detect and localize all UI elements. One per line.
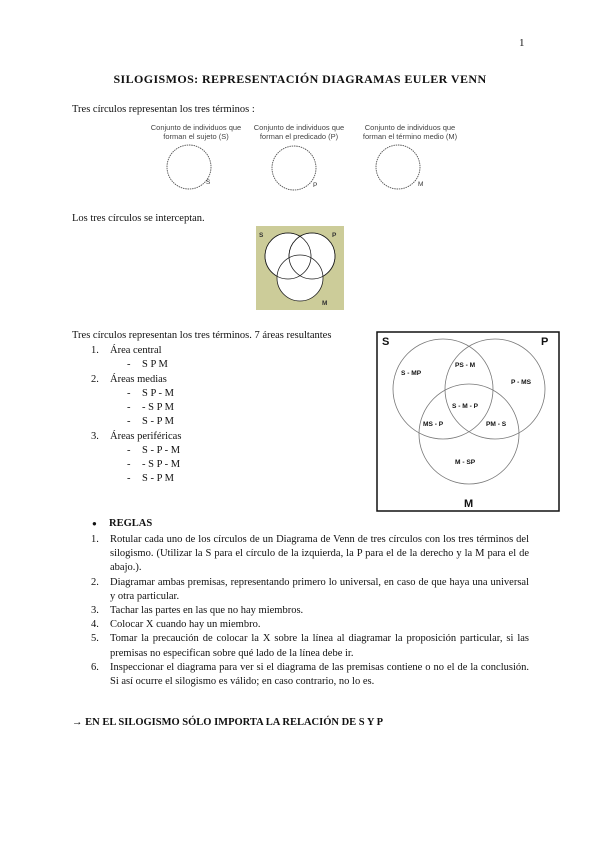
area-dash: - bbox=[127, 388, 131, 399]
rule-item bbox=[91, 632, 529, 660]
area-label: Área central bbox=[110, 345, 162, 356]
big-venn-label-p: P bbox=[541, 336, 549, 348]
area-label: Áreas periféricas bbox=[110, 431, 182, 442]
rule-text: Inspeccionar el diagrama para ver si el diagrama de las premisas contiene o no el de la conclusión. Si así ocurre el silogismo es válido; en caso contrario, no lo es. bbox=[110, 661, 529, 688]
small-venn-circle-m bbox=[277, 255, 323, 301]
circle-caption-p: Conjunto de individuos que forman el predicado (P) bbox=[253, 123, 345, 141]
region-m-only: M - SP bbox=[455, 459, 476, 466]
big-venn-diagram bbox=[376, 331, 560, 512]
rule-item bbox=[91, 576, 529, 604]
region-p-only: P - MS bbox=[511, 379, 532, 386]
rule-text: Tachar las partes en las que no hay miembros. bbox=[110, 605, 304, 617]
closing-statement: → EN EL SILOGISMO SÓLO IMPORTA LA RELACIÓN DE S Y P bbox=[72, 717, 384, 728]
circle-s bbox=[167, 145, 211, 189]
rule-item bbox=[91, 618, 529, 632]
area-dash: - bbox=[127, 359, 131, 370]
area-item: S - P M bbox=[142, 473, 174, 484]
rules-list bbox=[91, 533, 529, 689]
area-item: - S P M bbox=[142, 402, 174, 413]
big-venn-label-s: S bbox=[382, 336, 390, 348]
small-venn-label-p: P bbox=[332, 232, 337, 239]
page-number: 1 bbox=[519, 37, 525, 49]
region-ps: PS - M bbox=[455, 362, 476, 369]
area-item: S - P M bbox=[142, 416, 174, 427]
rule-num: 5. bbox=[91, 633, 99, 645]
area-item: S P M bbox=[142, 359, 168, 370]
rule-text: Colocar X cuando hay un miembro. bbox=[110, 619, 261, 631]
rules-bullet-icon: ● bbox=[92, 519, 97, 528]
rule-num: 6. bbox=[91, 661, 99, 673]
rule-item bbox=[91, 533, 529, 576]
region-s-only: S - MP bbox=[401, 370, 422, 377]
circle-p bbox=[272, 146, 316, 190]
area-item: S - P - M bbox=[142, 445, 181, 456]
intersect-text: Los tres círculos se interceptan. bbox=[72, 213, 205, 224]
rule-num: 1. bbox=[91, 534, 99, 545]
rule-text: Diagramar ambas premisas, representando primero lo universal, en caso de que haya una universal y otra particular. bbox=[110, 576, 529, 602]
area-label: Áreas medias bbox=[110, 374, 167, 385]
area-num: 3. bbox=[91, 431, 99, 442]
rule-text: Rotular cada uno de los círculos de un Diagrama de Venn de tres círculos con los tres términos del silogismo. (Utilizar la S para el círculo de la izquierda, la P para el de la derecho y la M para el de abajo.). bbox=[110, 534, 529, 574]
circle-letter-p: P bbox=[313, 182, 318, 189]
small-venn-label-s: S bbox=[259, 232, 264, 239]
page-title: SILOGISMOS: REPRESENTACIÓN DIAGRAMAS EULER VENN bbox=[113, 72, 487, 86]
area-dash: - bbox=[127, 459, 131, 470]
area-dash: - bbox=[127, 445, 131, 456]
rule-num: 3. bbox=[91, 605, 99, 617]
circle-letter-s: S bbox=[206, 179, 211, 186]
region-pm: PM - S bbox=[486, 421, 507, 428]
area-num: 1. bbox=[91, 345, 99, 356]
intro-text: Tres círculos representan los tres términos : bbox=[72, 104, 255, 115]
rule-num: 2. bbox=[91, 576, 99, 588]
rules-heading: REGLAS bbox=[109, 518, 153, 529]
area-dash: - bbox=[127, 402, 131, 413]
small-venn-diagram bbox=[256, 226, 344, 310]
rule-item bbox=[91, 604, 529, 618]
circle-letter-m: M bbox=[418, 181, 424, 188]
region-ms: MS - P bbox=[423, 421, 444, 428]
region-center: S - M - P bbox=[452, 403, 479, 410]
small-venn-label-m: M bbox=[322, 300, 328, 307]
area-item: - S P - M bbox=[142, 459, 181, 470]
circle-caption-m: Conjunto de individuos que forman el término medio (M) bbox=[362, 123, 458, 141]
area-num: 2. bbox=[91, 374, 99, 385]
area-dash: - bbox=[127, 473, 131, 484]
rule-num: 4. bbox=[91, 619, 99, 631]
areas-text: Tres círculos representan los tres términos. 7 áreas resultantes bbox=[72, 330, 332, 341]
circle-caption-s: Conjunto de individuos que forman el sujeto (S) bbox=[150, 123, 242, 141]
area-dash: - bbox=[127, 416, 131, 427]
rule-text: Tomar la precaución de colocar la X sobre la línea al diagramar la proposición particular, si las premisas no especifican sobre qué lado de la línea debe ir. bbox=[110, 633, 529, 659]
rule-item bbox=[91, 661, 529, 689]
area-item: S P - M bbox=[142, 388, 174, 399]
circle-m bbox=[376, 145, 420, 189]
big-venn-label-m: M bbox=[464, 498, 474, 510]
